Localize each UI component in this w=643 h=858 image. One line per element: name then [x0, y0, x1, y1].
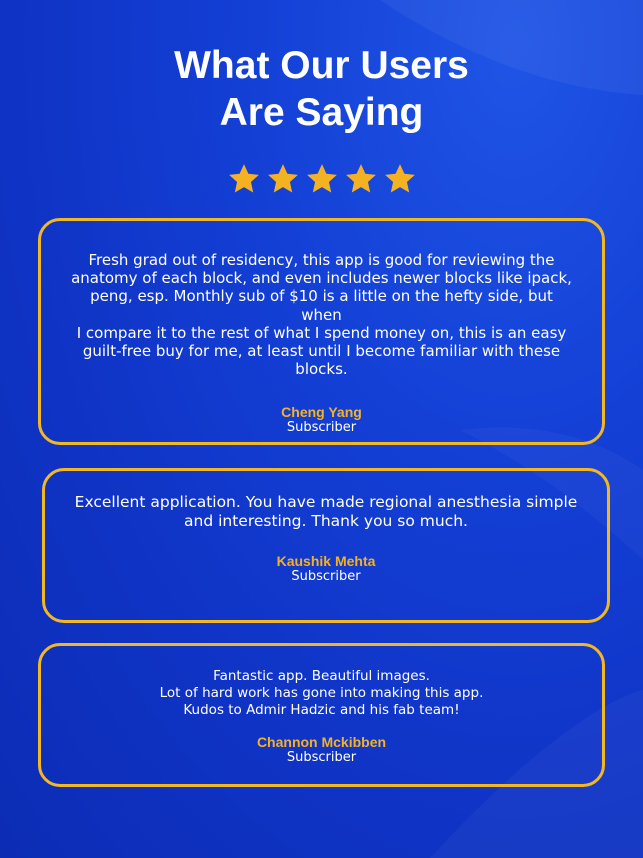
star-icon — [305, 162, 339, 196]
testimonial-card — [38, 218, 605, 445]
star-icon — [266, 162, 300, 196]
testimonial-line: and interesting. Thank you so much. — [184, 512, 468, 530]
reviewer-name: Kaushik Mehta — [276, 553, 376, 569]
testimonial-line: Excellent application. You have made regional anesthesia simple — [74, 493, 578, 511]
testimonial-text — [69, 668, 574, 718]
star-icon — [227, 162, 261, 196]
reviewer-role: Subscriber — [286, 750, 357, 766]
testimonial-line: Fresh grad out of residency, this app is good for reviewing the — [88, 251, 555, 269]
testimonial-card — [42, 468, 610, 623]
testimonial-line: Fantastic app. Beautiful images. — [213, 668, 430, 684]
star-icon — [344, 162, 378, 196]
testimonial-line: anatomy of each block, and even includes newer blocks like ipack, — [71, 269, 572, 288]
testimonial-text — [71, 251, 572, 378]
testimonial-line: peng, esp. Monthly sub of $10 is a little on the hefty side, but when — [90, 287, 553, 324]
reviewer-name: Cheng Yang — [281, 404, 362, 421]
five-star-rating — [0, 162, 643, 196]
page-title-line-1: What Our Users — [174, 44, 469, 87]
testimonial-line: guilt-free buy for me, at least until I become familiar with these — [82, 342, 561, 361]
reviewer-role: Subscriber — [286, 420, 357, 436]
testimonial-line: I compare it to the rest of what I spend money on, this is an easy — [76, 323, 567, 342]
testimonial-line: blocks. — [295, 360, 348, 379]
star-icon — [383, 162, 417, 196]
reviewer-name: Channon Mckibben — [256, 734, 387, 751]
page-title-line-2: Are Saying — [219, 91, 424, 134]
testimonial-card — [38, 643, 605, 787]
testimonial-text — [73, 493, 579, 531]
page-title — [0, 42, 643, 136]
testimonial-line: Kudos to Admir Hadzic and his fab team! — [183, 701, 460, 718]
testimonial-line: Lot of hard work has gone into making this app. — [159, 684, 484, 701]
reviewer-role: Subscriber — [291, 569, 361, 584]
